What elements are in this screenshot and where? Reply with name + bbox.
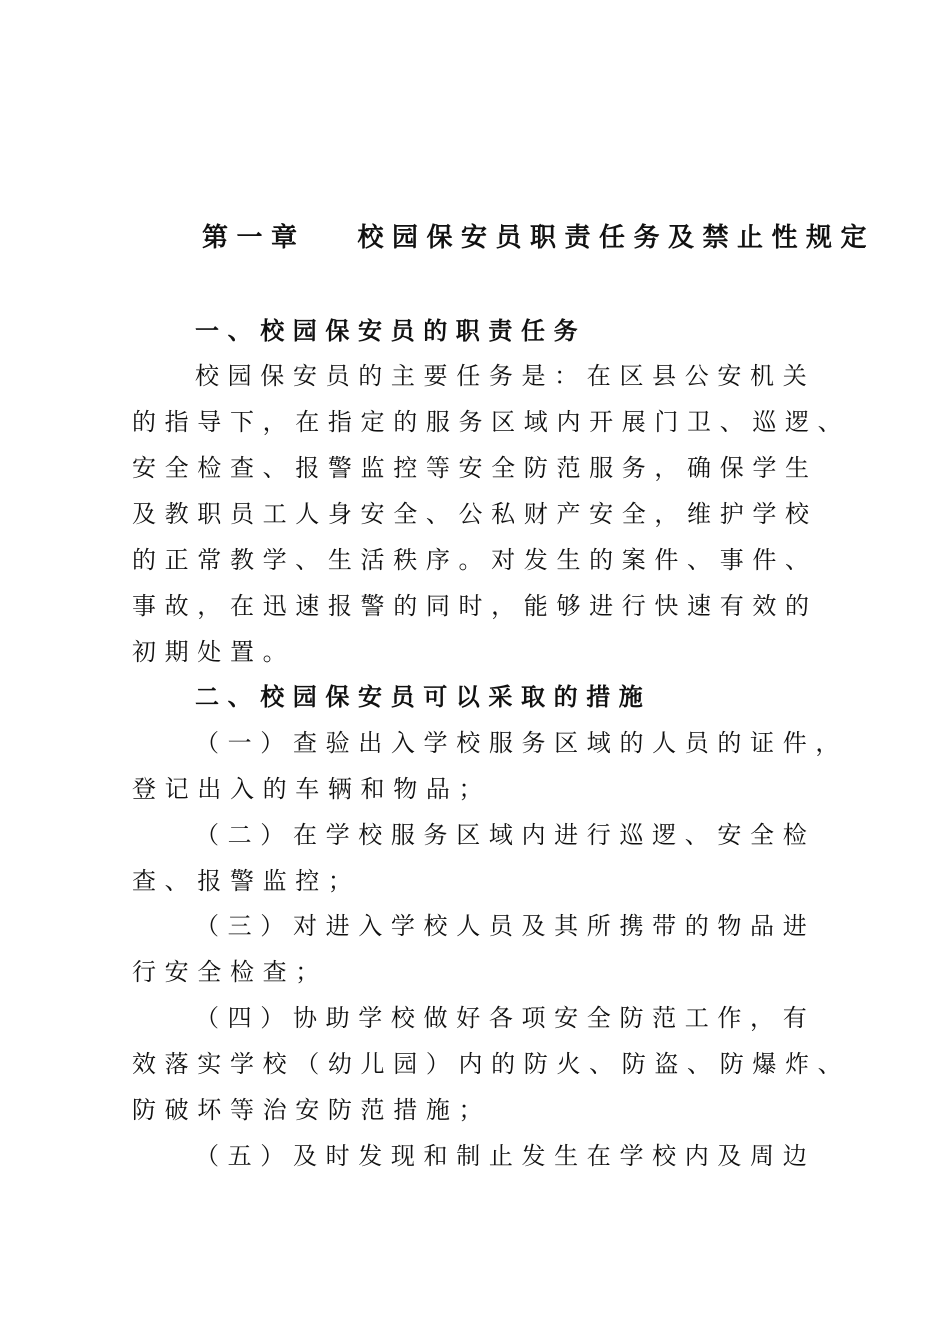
list-item-line: 效落实学校（幼儿园）内的防火、防盗、防爆炸、 <box>132 1050 851 1078</box>
chapter-title: 第一章 校园保安员职责任务及禁止性规定 <box>202 223 876 253</box>
list-item-line: （三）对进入学校人员及其所携带的物品进 <box>195 912 816 940</box>
list-item-line: 查、报警监控； <box>132 867 361 895</box>
section-heading-2: 二、校园保安员可以采取的措施 <box>195 683 652 711</box>
paragraph-line: 的正常教学、生活秩序。对发生的案件、事件、 <box>132 546 818 574</box>
paragraph-line: 事故，在迅速报警的同时，能够进行快速有效的 <box>132 592 818 620</box>
paragraph-line: 初期处置。 <box>132 638 296 666</box>
section-heading-1: 一、校园保安员的职责任务 <box>195 317 587 345</box>
list-item-line: （五）及时发现和制止发生在学校内及周边 <box>195 1142 816 1170</box>
list-item-line: （一）查验出入学校服务区域的人员的证件， <box>195 729 848 757</box>
list-item-line: 登记出入的车辆和物品； <box>132 775 492 803</box>
list-item-line: 行安全检查； <box>132 958 328 986</box>
paragraph-line: 校园保安员的主要任务是：在区县公安机关 <box>195 362 816 390</box>
list-item-line: （四）协助学校做好各项安全防范工作，有 <box>195 1004 816 1032</box>
paragraph-line: 的指导下，在指定的服务区域内开展门卫、巡逻、 <box>132 408 851 436</box>
paragraph-line: 及教职员工人身安全、公私财产安全，维护学校 <box>132 500 818 528</box>
paragraph-line: 安全检查、报警监控等安全防范服务，确保学生 <box>132 454 818 482</box>
list-item-line: 防破坏等治安防范措施； <box>132 1096 492 1124</box>
list-item-line: （二）在学校服务区域内进行巡逻、安全检 <box>195 821 816 849</box>
